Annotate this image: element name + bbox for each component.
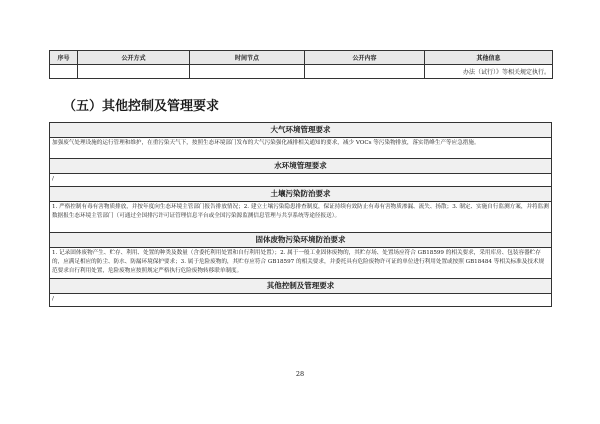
water-requirements-title: 水环境管理要求: [50, 159, 552, 174]
column-header-timepoint: 时间节点: [190, 51, 305, 65]
water-requirements-content: /: [50, 174, 552, 187]
air-requirements-title: 大气环境管理要求: [50, 123, 552, 138]
section-header-row: [50, 279, 552, 294]
page-number: 28: [295, 370, 305, 378]
section-content-row: [50, 138, 552, 159]
table-header-row: [50, 51, 553, 65]
info-disclosure-table-continuation: [49, 50, 553, 79]
section-header-row: [50, 233, 552, 248]
section-header-row: [50, 187, 552, 202]
section-content-row: [50, 294, 552, 307]
soil-requirements-title: 土壤污染防治要求: [50, 187, 552, 202]
section-header-row: [50, 159, 552, 174]
column-header-content: 公开内容: [305, 51, 425, 65]
table-row: [50, 65, 553, 79]
column-header-method: 公开方式: [78, 51, 190, 65]
soil-requirements-content: 1. 严格控制有毒有害物质排放，并按年度向生态环境主管部门报告排放情况；2. 建立土壤污染隐患排查制度，保证持续有效防止有毒有害物质渗漏、流失、扬散；3. 制定、实施自行监测方案，并将监测数据报生态环境主管部门（可通过全国排污许可证管理信息平台或全国污染源监测信息管理与共享系统等途径报送）。: [50, 202, 552, 233]
section-title: （五）其他控制及管理要求: [63, 99, 220, 114]
column-header-index: 序号: [50, 51, 78, 65]
column-header-other-info: 其他信息: [425, 51, 553, 65]
requirements-table: [49, 122, 552, 307]
section-content-row: [50, 248, 552, 279]
solid-waste-requirements-content: 1. 记录固体废物产生、贮存、利用、处置的种类及数量（含委托利用处置和自行利用处置）；2. 属于一般工业固体废物的，其贮存场、处置场应符合 GB18599 的相关要求，采用库房、包装容器贮存的，应满足相应的防尘、防水、防漏环境保护要求；3. 属于危险废物的，其贮存应符合 GB18597 的相关要求，并委托具有危险废物许可证的单位进行利用处置或按照 GB18484 等相关标准及技术规范要求自行利用处置，危险废物应按照规定严格执行危险废物转移联单制度。: [50, 248, 552, 279]
other-requirements-content: /: [50, 294, 552, 307]
other-requirements-title: 其他控制及管理要求: [50, 279, 552, 294]
other-info-cell: 办法（试行）》等相关规定执行。: [425, 65, 553, 79]
section-header-row: [50, 123, 552, 138]
air-requirements-content: 加强废气处理设施的运行管理和维护，在重污染天气下，按照生态环境部门发布的大气污染强化减排相关通知的要求，减少 VOCs 等污染物排放，落实错峰生产等应急措施。: [50, 138, 552, 159]
section-content-row: [50, 174, 552, 187]
section-content-row: [50, 202, 552, 233]
solid-waste-requirements-title: 固体废物污染环境防治要求: [50, 233, 552, 248]
